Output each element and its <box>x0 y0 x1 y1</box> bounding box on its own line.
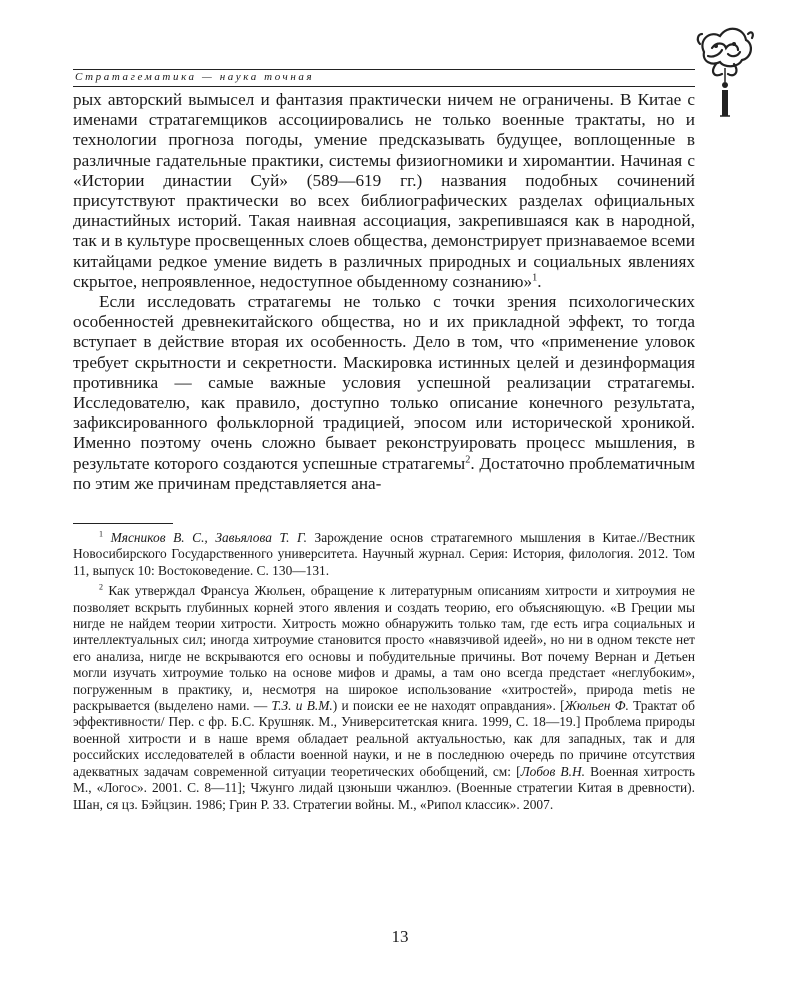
paragraph <box>73 90 695 292</box>
paragraph-text: . Достаточно проблематичным по этим же причинам представляется ана- <box>73 453 695 493</box>
footnote-ref[interactable]: 1 <box>532 272 538 284</box>
footnote-author: Жюльен Ф. <box>564 698 629 714</box>
footnote-text: Трактат об эффективности/ Пер. с фр. Б.С. Крушняк. М., Университетская книга. 1999, С. 18—19.] Проблема природы военной хитрости и в наше время обладает реальной актуальностью, как для западных, так и для российских исследователей в области военной науки, и не в последнюю очередь по причине отсутствия адекватных задачам современной ситуации теоретических обобщений, см: [ <box>73 698 695 779</box>
footnote-author: Лобов В.Н. <box>520 763 585 779</box>
paragraph-text: . <box>537 271 542 291</box>
paragraph-text: рых авторский вымысел и фантазия практически ничем не ограничены. В Китае с именами стратагемщиков ассоциировались не только военные трактаты, но и технологии прогноза погоды, умение предсказывать будущее, воплощенные в различные гадательные практики, системы физиогномики и хиромантии. Начиная с «Истории династии Суй» (589—619 гг.) названия подобных сочинений присутствуют практически во всех библиографических разделах официальных династийных историй. Такая наивная ассоциация, закрепившаяся как в народной, так и в культуре просвещенных слоев общества, демонстрирует признаваемое всеми китайцами редкое умение видеть в различных природных и социальных явлениях скрытое, непроявленное, недоступное обыденному сознанию» <box>73 90 695 291</box>
running-title: Стратагематика — наука точная <box>75 71 315 83</box>
footnote-text: Военная хитрость М., «Логос». 2001. С. 8—11]; Чжунго лидай цзюньши чжанлюэ. (Военные стратегии Китая в древности). Шан, ся цз. Бэйцзин. 1986; Грин Р. 33. Стратегии войны. М., «Рипол классик». 2007. <box>73 763 695 812</box>
paragraph-text: Если исследовать стратагемы не только с точки зрения психологических особенностей древнекитайского общества, но и их прикладной эффект, то тогда вступает в действие вторая их особенность. Дело в том, что «применение уловок требует скрытности и секретности. Маскировка истинных целей и дезинформация противника — самые важные условия успешной реализации стратагемы. Исследователю, как правило, доступно только описание конечного результата, зафиксированного фольклорной традицией, эпосом или исторической хроникой. Именно поэтому очень сложно бывает реконструировать процесс мышления, в результате которого создаются успешные стратагемы <box>73 292 695 473</box>
footnote-1 <box>73 530 695 579</box>
page-number: 13 <box>391 927 409 946</box>
footnote-text: Зарождение основ стратагемного мышления в Китае.//Вестник Новосибирского Государственного университета. Научный журнал. Серия: История, филология. 2012. Том 11, выпуск 10: Востоковедение. С. 130—131. <box>73 530 695 578</box>
footnote-number: 2 <box>99 582 104 592</box>
footnote-authors: Мясников В. С., Завьялова Т. Г. <box>110 530 307 545</box>
footnote-text: Как утверждал Франсуа Жюльен, обращение к литературным описаниям хитрости и хитроумия не позволяет вскрыть глубинных корней этого явления и создать теорию, его объясняющую. «В Греции мы нигде не найдем теории хитрости. Хитрость можно обнаружить только там, где есть игра социальных и интеллектуальных сил; иногда хитроумие становится просто «навязчивой идеей», но ни в одном тексте нет его анализа, нигде не вскрываются его основы и побудительные причины. Вот почему Вернан и Детьен могли изучать хитроумие только на основе мифов и драмы, а там оно всегда предстает «неглубоким», погруженным в практику, и, несмотря на широкое использование «хитростей», природа metis не раскрывается (выделено нами. — <box>73 583 695 714</box>
header-rule-bottom <box>73 86 695 87</box>
body-text <box>73 90 695 494</box>
footnote-separator <box>73 523 173 524</box>
footnote-ref[interactable]: 2 <box>465 453 471 465</box>
footnote-2 <box>73 583 695 813</box>
header-rule-top <box>73 69 695 70</box>
footnotes <box>73 530 695 817</box>
footnote-editors: Т.З. и В.М. <box>271 698 333 714</box>
footnote-number: 1 <box>99 529 104 539</box>
paragraph <box>73 292 695 494</box>
dragon-ornament-icon <box>694 22 756 122</box>
running-header <box>73 58 695 88</box>
footnote-text: ) и поиски ее не находят оправдания». [ <box>332 698 565 714</box>
